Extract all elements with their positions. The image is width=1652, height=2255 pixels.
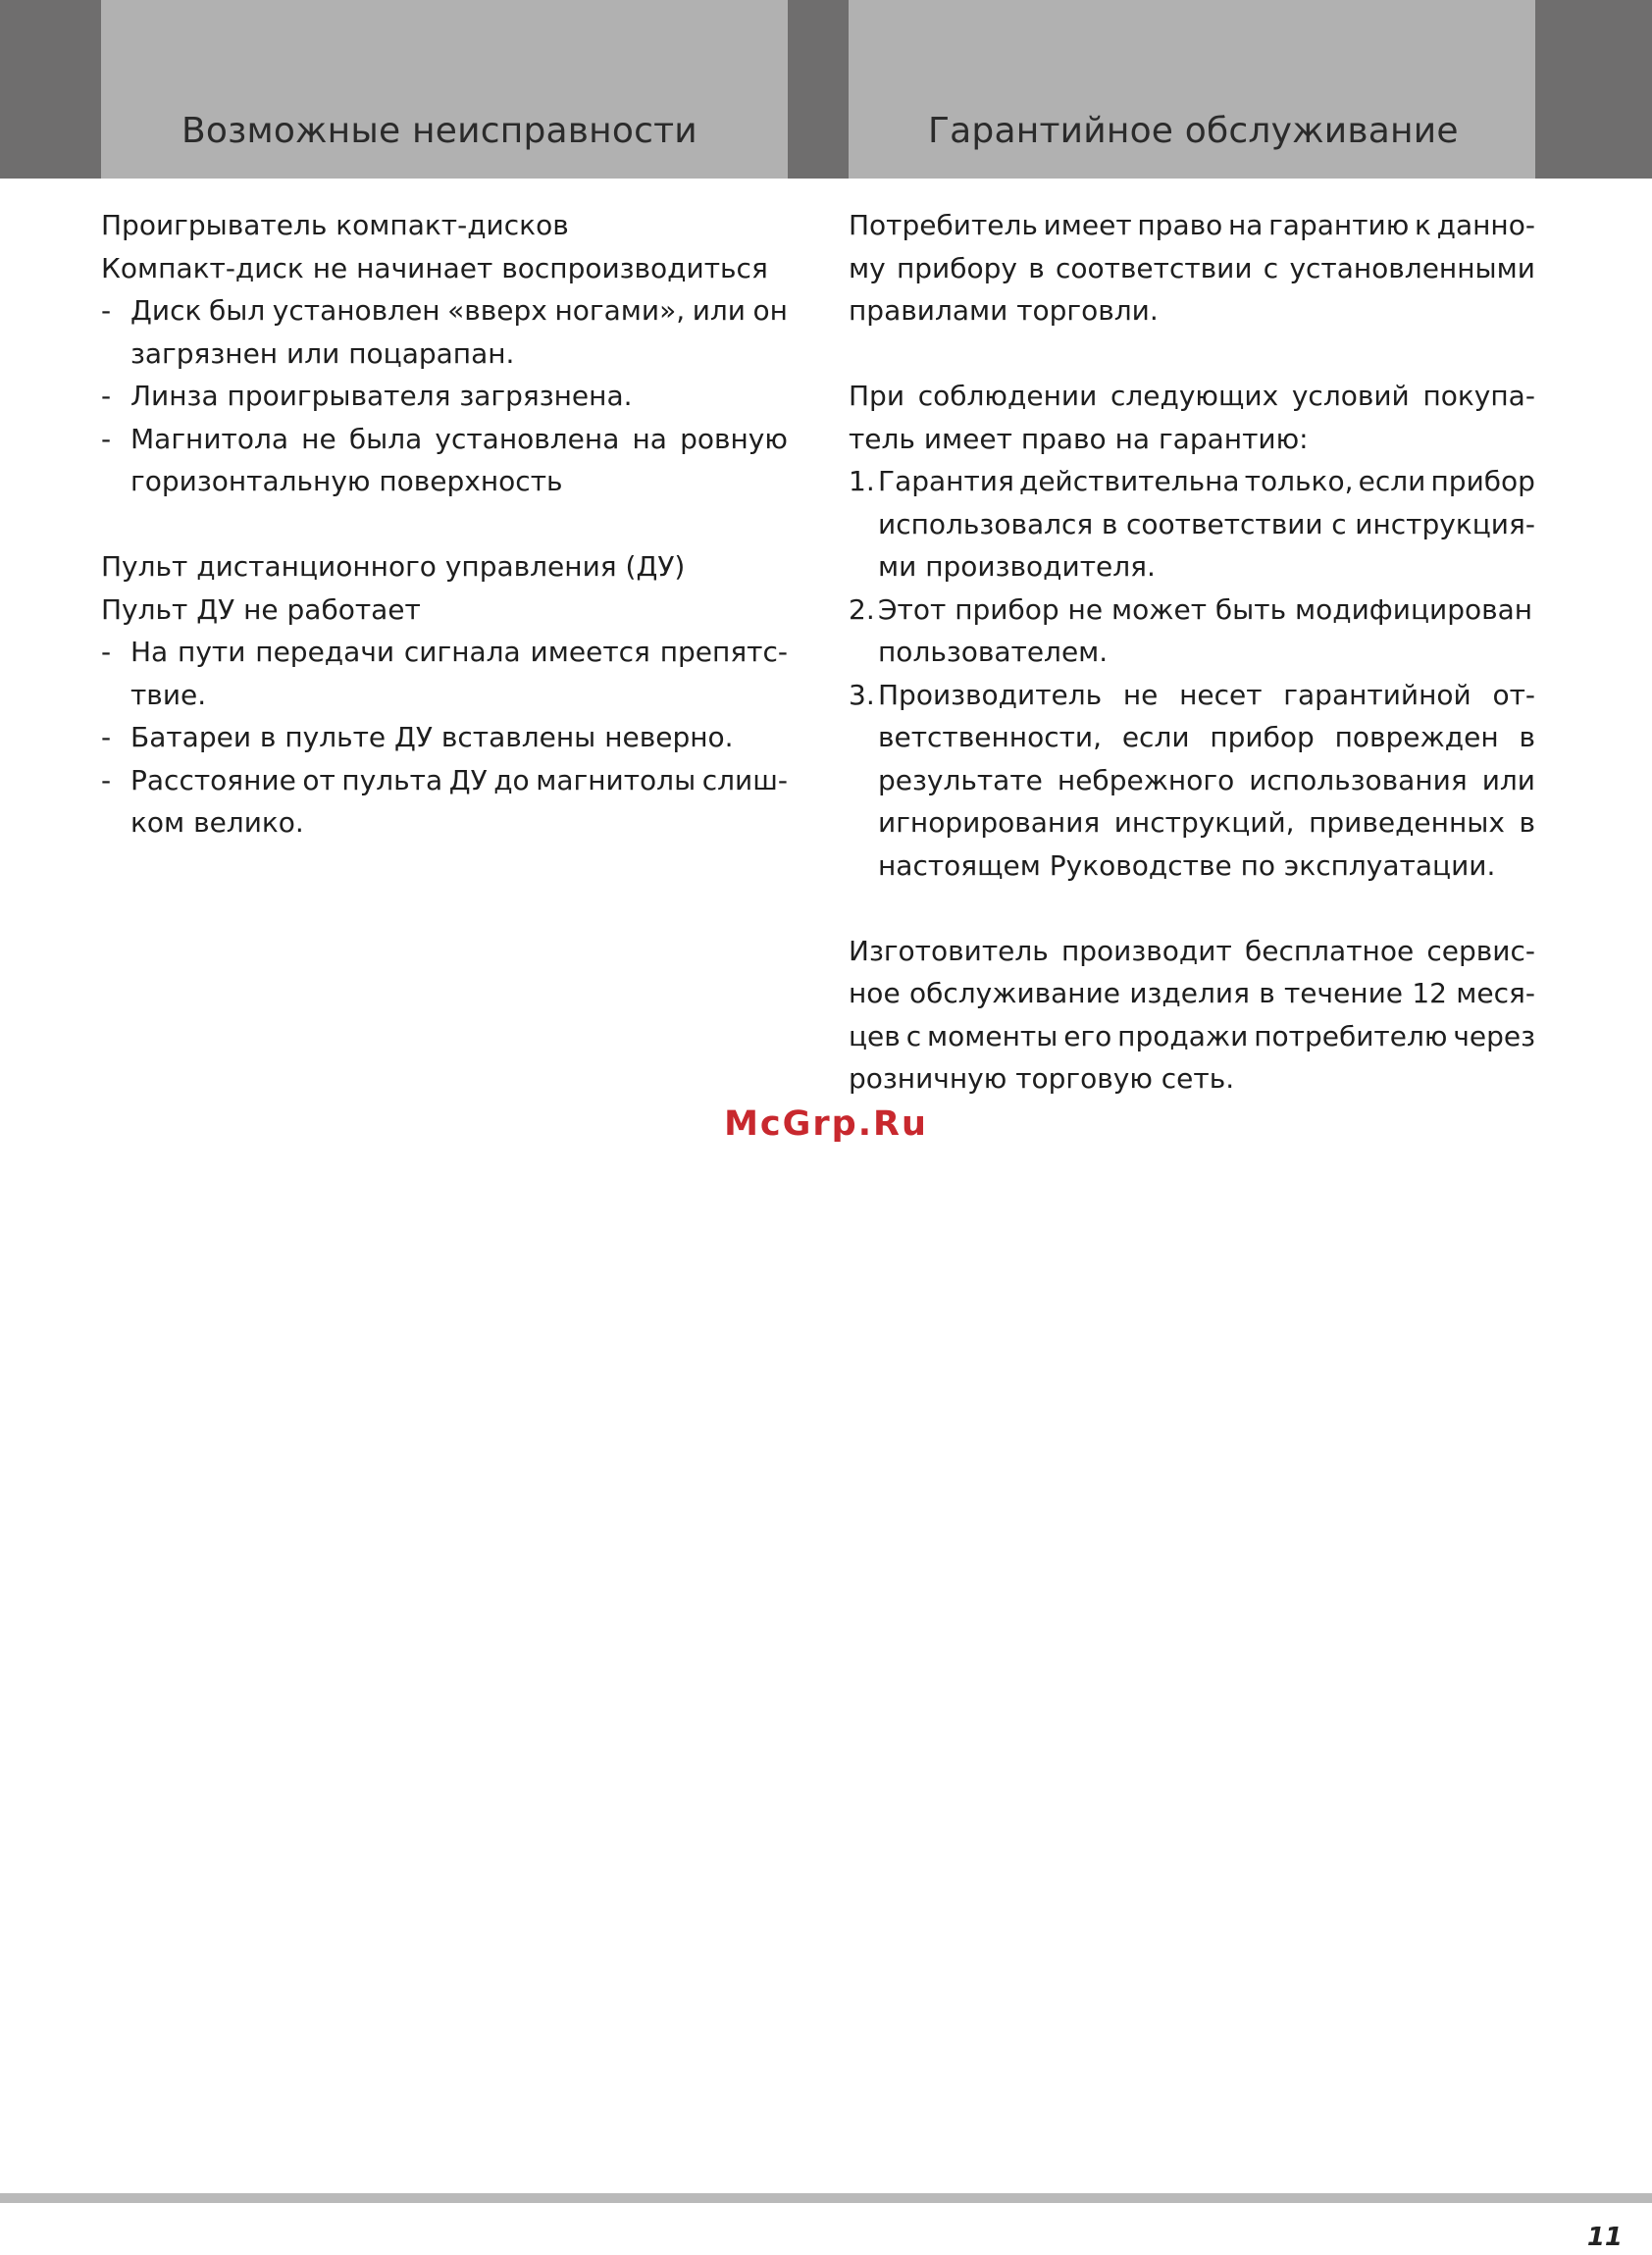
dash-bullet: -	[101, 380, 112, 412]
condition-text: пользователем.	[878, 636, 1109, 668]
dash-bullet: -	[101, 721, 112, 753]
dash-bullet: -	[101, 294, 112, 327]
header-band-right-edge	[1535, 0, 1652, 179]
page-number: 11	[1586, 2223, 1623, 2252]
paragraph-line: тель имеет право на гарантию:	[849, 422, 1309, 455]
dash-bullet: -	[101, 636, 112, 668]
header-band-right	[849, 0, 1535, 179]
condition-item	[849, 674, 1535, 888]
warranty-column	[849, 204, 1535, 1101]
remote-heading: Пульт дистанционного управления (ДУ)	[101, 550, 686, 583]
section-title-warranty: Гарантийное обслуживание	[928, 111, 1459, 151]
paragraph-line: му прибору в соответствии с установленными	[849, 251, 1535, 284]
condition-number: 1.	[849, 465, 875, 497]
list-item	[101, 418, 788, 503]
header-band-left	[101, 0, 788, 179]
list-item-text: загрязнен или поцарапан.	[130, 336, 515, 370]
remote-problem: Пульт ДУ не работает	[101, 592, 421, 626]
list-item	[101, 631, 788, 716]
header-band-left-edge	[0, 0, 101, 179]
condition-text: результате небрежного использования или	[878, 763, 1535, 796]
paragraph-line: розничную торговую сеть.	[849, 1062, 1235, 1095]
condition-text: ветственности, если прибор поврежден в	[878, 721, 1535, 753]
paragraph-line: правилами торговли.	[849, 294, 1159, 327]
footer-rule	[0, 2193, 1652, 2203]
condition-item	[849, 589, 1535, 674]
condition-text: настоящем Руководстве по эксплуатации.	[878, 848, 1496, 882]
list-item-text: Линза проигрывателя загрязнена.	[130, 380, 633, 412]
paragraph-line: Потребитель имеет право на гарантию к данно-	[849, 209, 1535, 241]
dash-bullet: -	[101, 763, 112, 796]
header-band-divider	[788, 0, 849, 179]
condition-text: ми производителя.	[878, 550, 1156, 583]
troubleshooting-column	[101, 204, 788, 845]
cd-problem: Компакт-диск не начинает воспроизводиться	[101, 251, 768, 284]
warranty-paragraph-1	[849, 204, 1535, 333]
condition-text: Этот прибор не может быть модифицирован	[878, 592, 1533, 626]
list-item-text: Диск был установлен «вверх ногами», или он	[130, 294, 788, 327]
list-item	[101, 759, 788, 845]
list-item	[101, 716, 788, 759]
paragraph-line: При соблюдении следующих условий покупа-	[849, 380, 1535, 412]
condition-text: игнорирования инструкций, приведенных в	[878, 806, 1535, 839]
warranty-paragraph-2	[849, 375, 1535, 460]
list-item-text: Расстояние от пульта ДУ до магнитолы слиш-	[130, 763, 788, 796]
paragraph-line: цев с моменты его продажи потребителю через	[849, 1019, 1535, 1052]
condition-number: 3.	[849, 678, 875, 711]
condition-text: Производитель не несет гарантийной от-	[878, 678, 1535, 711]
list-item-text: ком велико.	[130, 806, 304, 839]
dash-bullet: -	[101, 422, 112, 455]
list-item-text: Магнитола не была установлена на ровную	[130, 422, 788, 455]
watermark: McGrp.Ru	[724, 1104, 928, 1144]
paragraph-line: Изготовитель производит бесплатное сервис-	[849, 934, 1535, 967]
condition-text: Гарантия действительна только, если прибор	[878, 465, 1535, 497]
list-item-text: На пути передачи сигнала имеется препятс-	[130, 636, 788, 668]
paragraph-line: ное обслуживание изделия в течение 12 меся-	[849, 977, 1535, 1009]
condition-number: 2.	[849, 592, 875, 626]
list-item	[101, 289, 788, 375]
warranty-paragraph-3	[849, 930, 1535, 1101]
condition-text: использовался в соответствии с инструкция-	[878, 507, 1535, 540]
list-item-text: Батареи в пульте ДУ вставлены неверно.	[130, 721, 734, 753]
section-title-troubleshooting: Возможные неисправности	[181, 111, 697, 151]
condition-item	[849, 460, 1535, 589]
cd-player-heading: Проигрыватель компакт-дисков	[101, 209, 569, 241]
list-item-text: горизонтальную поверхность	[130, 465, 563, 497]
list-item	[101, 375, 788, 418]
list-item-text: твие.	[130, 678, 207, 711]
